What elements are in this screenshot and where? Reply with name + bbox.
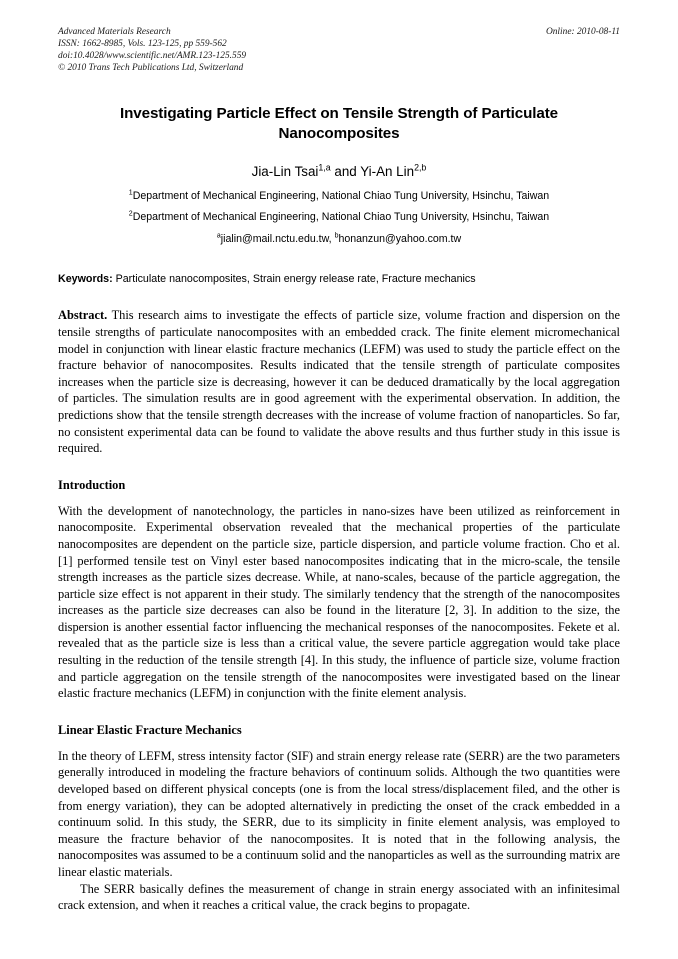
journal-masthead <box>58 26 620 74</box>
section-introduction-paragraph-1: With the development of nanotechnology, the particles in nano-sizes have been utilized as reinforcement in nanocomposite. Experimental observation revealed that the mechanical properties of the particulate nanocomposites are dependent on the particle size, particle dispersion, and particle volume fraction. Cho et al. [1] performed tensile test on Vinyl ester based nanocomposites indicating that in the micro-scale, the tensile strength increases as the particle sizes decrease. While, at nano-scales, because of the particle aggregation, the particle size effect is not apparent in their study. The similarly tendency that the strength of the nanocomposites increases as the particle size decreases can also be found in the literature [2, 3]. In addition to the size, the dispersion is another essential factor influencing the mechanical responses of the nanocomposites. Fekete et al. revealed that as the particle size is less than a critical value, the severe particle aggregation would take place resulting in the reduction of the tensile strength [4]. In this study, the influence of particle size, volume fraction and particle aggregation on the tensile strength of the nanocomposites were investigated based on the linear elastic fracture mechanics (LEFM) in conjunction with the finite element analysis. <box>58 503 620 701</box>
journal-name: Advanced Materials Research <box>58 27 171 37</box>
affiliation-1-marker: 1 <box>128 189 133 197</box>
online-date: Online: 2010-08-11 <box>545 27 620 37</box>
email-a: jialin@mail.nctu.edu.tw, <box>220 233 332 246</box>
page-title: Investigating Particle Effect on Tensile Strength of Particulate Nanocomposites <box>119 105 559 143</box>
author-line <box>58 163 620 180</box>
email-line <box>58 232 620 246</box>
email-b-marker: b <box>334 232 339 240</box>
email-a-marker: a <box>216 232 221 240</box>
section-lefm-paragraph-1: In the theory of LEFM, stress intensity factor (SIF) and strain energy release rate (SERR) are the two parameters generally introduced in modeling the fracture behaviors of continuum solids. Although the two quantities were developed based on different physical concepts (one is from the local stress/displacement filed, and the other is from energy variation), they can be adopted alternatively in predicting the onset of the crack embedded in a continuum solid. In this study, the SERR, due to its simplicity in finite element analysis, was employed to measure the fracture behavior of the nanocomposites. It is noted that in the following analysis, the nanocomposites was assumed to be a continuum solid and the nanoparticles as well as the surrounding matrix are linear elastic materials. <box>58 748 620 879</box>
section-heading-introduction: Introduction <box>58 477 126 492</box>
author-conjunction: and <box>330 164 361 180</box>
doi-line: doi:10.4028/www.scientific.net/AMR.123-125.559 <box>58 51 247 62</box>
author-1-superscript: 1,a <box>318 162 331 173</box>
keywords-label: Keywords: <box>58 273 113 286</box>
affiliation-2-text: Department of Mechanical Engineering, National Chiao Tung University, Hsinchu, Taiwan <box>132 211 550 224</box>
affiliation-2 <box>58 210 620 224</box>
copyright-line: © 2010 Trans Tech Publications Ltd, Switzerland <box>58 63 244 74</box>
section-lefm-paragraph-2: The SERR basically defines the measurement of change in strain energy associated with an infinitesimal crack extension, and when it reaches a critical value, the crack begins to propagate. <box>58 881 620 913</box>
email-b: honanzun@yahoo.com.tw <box>338 233 462 246</box>
author-2-superscript: 2,b <box>414 162 427 173</box>
keywords-text: Particulate nanocomposites, Strain energy release rate, Fracture mechanics <box>112 273 476 286</box>
keywords-line <box>58 272 620 286</box>
abstract-text: This research aims to investigate the effects of particle size, volume fraction and dispersion on the tensile strengths of particulate nanocomposites with an embedded crack. The finite element micromechanical model in conjunction with linear elastic fracture mechanics (LEFM) was used to study the particle effect on the fracture behavior of nanocomposites. Results indicated that the tensile strength of particulate composites increases when the particle size is decreasing, however it can be deduced dramatically by the local aggregation of particles. The simulation results are in good agreement with the experimental observation. In addition, the predictions show that the tensile strength decreases with the increase of volume fraction of nanoparticles. So far, no consistent experimental data can be found to validate the above results and thus further study in this issue is required. <box>58 308 620 456</box>
abstract-label: Abstract. <box>58 308 108 323</box>
author-1-name: Jia-Lin Tsai <box>251 164 319 180</box>
affiliation-1-text: Department of Mechanical Engineering, National Chiao Tung University, Hsinchu, Taiwan <box>132 190 550 203</box>
section-heading-lefm: Linear Elastic Fracture Mechanics <box>58 722 242 737</box>
abstract-paragraph <box>58 307 620 456</box>
author-2-name: Yi-An Lin <box>360 164 415 180</box>
affiliation-2-marker: 2 <box>128 210 133 218</box>
issn-volume-pages: ISSN: 1662-8985, Vols. 123-125, pp 559-562 <box>58 39 227 50</box>
affiliation-1 <box>58 189 620 203</box>
